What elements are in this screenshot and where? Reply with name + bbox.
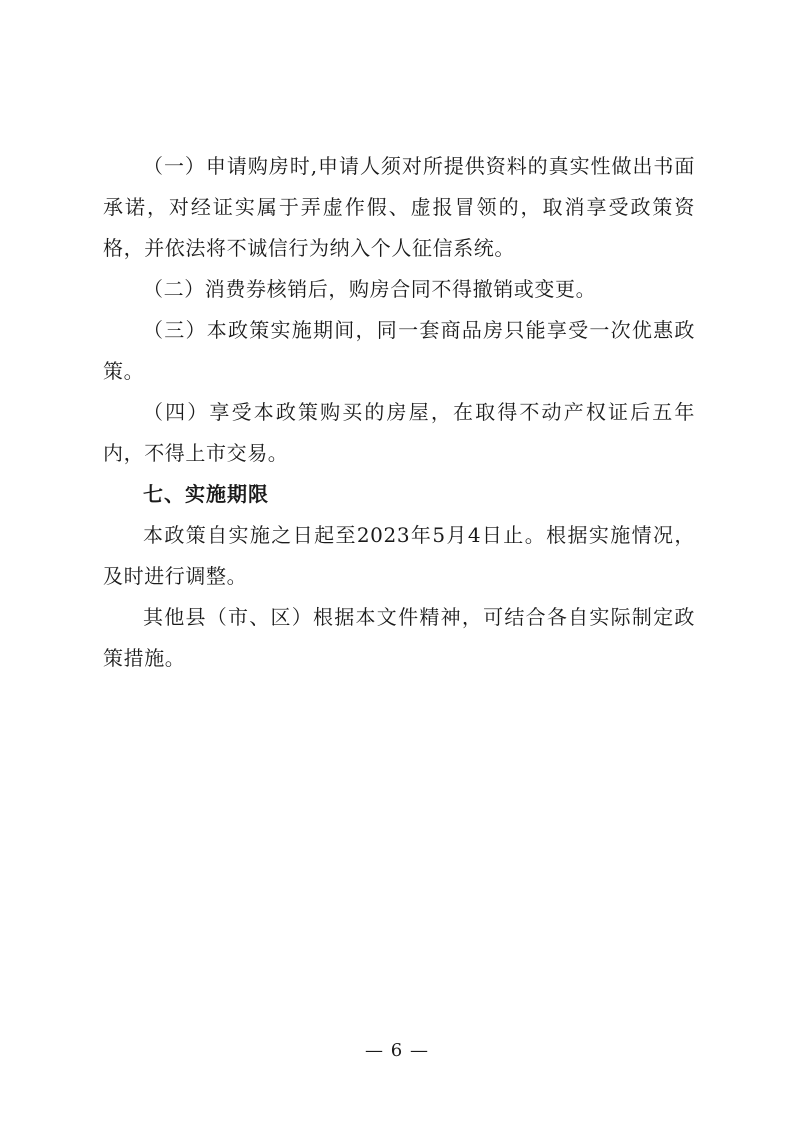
paragraph-item-3: （三）本政策实施期间，同一套商品房只能享受一次优惠政策。 — [103, 318, 695, 383]
section-heading: 七、实施期限 — [143, 482, 269, 506]
paragraph-item-2: （二）消费券核销后，购房合同不得撤销或变更。 — [143, 277, 597, 301]
paragraph-item-4: （四）享受本政策购买的房屋，在取得不动产权证后五年内，不得上市交易。 — [103, 400, 695, 465]
section-paragraph-2: 其他县（市、区）根据本文件精神，可结合各自实际制定政策措施。 — [103, 605, 695, 670]
paragraph-item-1: （一）申请购房时,申请人须对所提供资料的真实性做出书面承诺，对经证实属于弄虚作假、虚报冒领的，取消享受政策资格，并依法将不诚信行为纳入个人征信系统。 — [103, 154, 695, 260]
document-body — [103, 146, 695, 679]
section-paragraph-1: 本政策自实施之日起至2023年5月4日止。根据实施情况，及时进行调整。 — [103, 523, 695, 588]
page-number: — 6 — — [365, 1040, 429, 1061]
